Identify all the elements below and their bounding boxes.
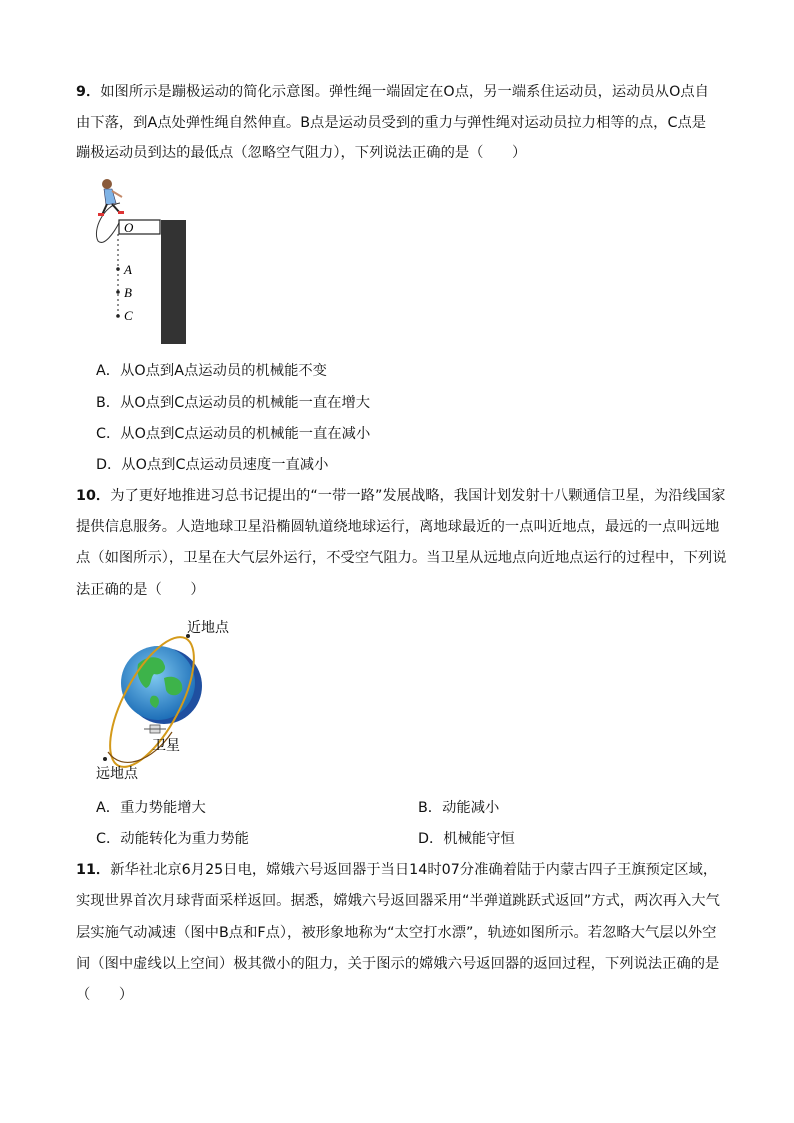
cliff-wall	[161, 220, 186, 344]
label-a: A	[124, 262, 132, 277]
q9-line-2: 由下落，到A点处弹性绳自然伸直。B点是运动员受到的重力与弹性绳对运动员拉力相等的点，C点是	[76, 115, 707, 131]
point-a-dot	[116, 267, 120, 271]
satellite-icon	[144, 725, 166, 733]
point-b-dot	[116, 290, 120, 294]
q9-option-b: B．从O点到C点运动员的机械能一直在增大	[96, 395, 371, 411]
q11-number: 11．	[76, 862, 111, 878]
q10-option-b: B．动能减小	[418, 800, 500, 816]
bungee-figure	[90, 175, 200, 350]
q10-text-1: 为了更好地推进习总书记提出的“一带一路”发展战略，我国计划发射十八颗通信卫星，为沿线国家	[110, 488, 726, 504]
q9-line-1	[76, 82, 709, 102]
q11-line-3: 层实施气动减速（图中B点和F点），被形象地称为“太空打水漂”，轨迹如图所示。若忽略大气层以外空	[76, 925, 717, 941]
q9-option-c: C．从O点到C点运动员的机械能一直在减小	[96, 426, 371, 442]
q10-option-c: C．动能转化为重力势能	[96, 831, 249, 847]
q10-line-3: 点（如图所示），卫星在大气层外运行，不受空气阻力。当卫星从远地点向近地点运行的过程中，下列说	[76, 550, 727, 566]
q10-line-2: 提供信息服务。人造地球卫星沿椭圆轨道绕地球运行，离地球最近的一点叫近地点，最远的一点叫远地	[76, 519, 720, 535]
q10-option-a: A．重力势能增大	[96, 800, 206, 816]
perigee-label: 近地点	[187, 620, 229, 636]
label-c: C	[124, 308, 133, 323]
earth-icon	[121, 646, 195, 720]
q11-line-5: （ ）	[76, 987, 134, 1003]
q10-line-1	[76, 486, 725, 506]
satellite-label: 卫星	[152, 738, 180, 754]
q10-line-4: 法正确的是（ ）	[76, 582, 205, 598]
label-b: B	[124, 285, 132, 300]
q11-line-1	[76, 860, 717, 880]
q9-option-d: D．从O点到C点运动员速度一直减小	[96, 457, 329, 473]
apogee-label: 远地点	[96, 766, 138, 782]
q9-number: 9．	[76, 84, 101, 100]
point-c-dot	[116, 314, 120, 318]
orbit-figure	[92, 612, 252, 787]
q11-line-2: 实现世界首次月球背面采样返回。据悉，嫦娥六号返回器采用“半弹道跳跃式返回”方式，两次再入大气	[76, 893, 720, 909]
q9-option-a: A．从O点到A点运动员的机械能不变	[96, 363, 327, 379]
apogee-dot	[103, 757, 107, 761]
q9-text-1: 如图所示是蹦极运动的简化示意图。弹性绳一端固定在O点，另一端系住运动员，运动员从O点自	[100, 84, 709, 100]
q10-option-d: D．机械能守恒	[418, 831, 515, 847]
q9-line-3: 蹦极运动员到达的最低点（忽略空气阻力），下列说法正确的是（ ）	[76, 145, 527, 161]
q11-line-4: 间（图中虚线以上空间）极其微小的阻力，关于图示的嫦娥六号返回器的返回过程，下列说法正确的是	[76, 956, 720, 972]
label-o: O	[124, 220, 134, 235]
q10-number: 10．	[76, 488, 111, 504]
jumper-icon	[98, 179, 124, 216]
q11-text-1: 新华社北京6月25日电，嫦娥六号返回器于当日14时07分准确着陆于内蒙古四子王旗预定区域，	[110, 862, 718, 878]
